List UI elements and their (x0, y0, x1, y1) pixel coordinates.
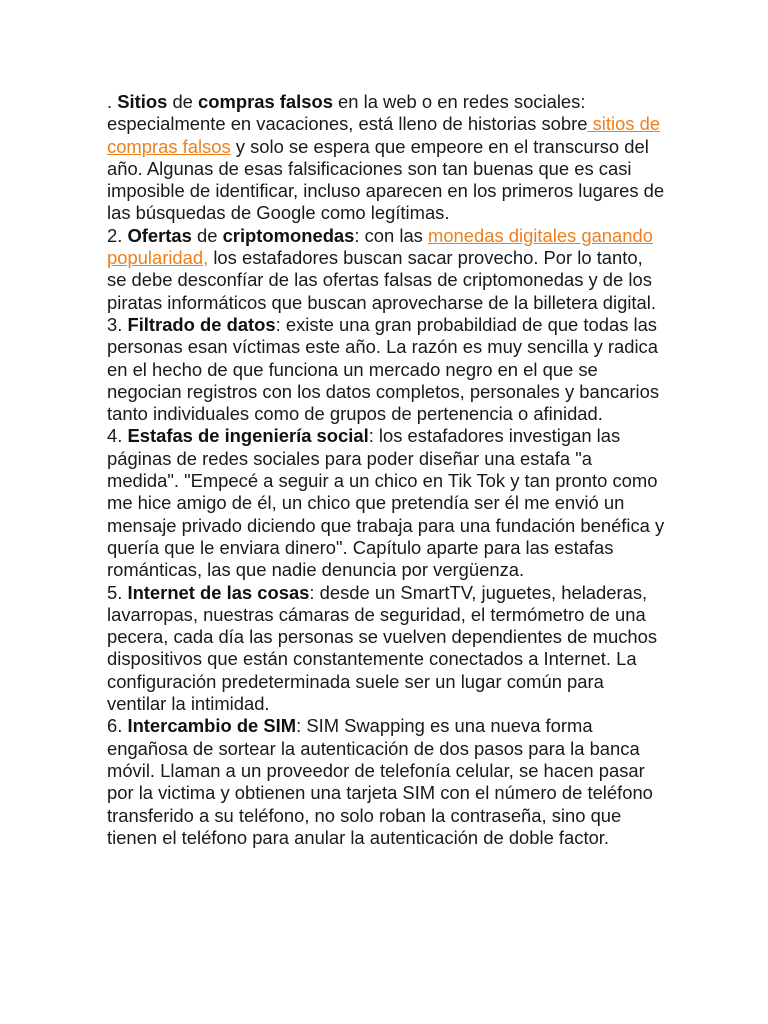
item-text: : existe una gran probabildiad de que todas las personas esan víctimas este año. La razón es muy sencilla y radica en el hecho de que funciona un mercado negro en el que se negocian registros con los datos completos, personales y bancarios tanto individuales como de grupos de pertenencia o afinidad. (107, 313, 660, 425)
item-term: Internet de las cosas (127, 581, 310, 603)
document-body (107, 91, 667, 849)
item-sitios-compras-falsos (107, 91, 667, 225)
item-term: Intercambio de SIM (127, 715, 297, 737)
item-text: : desde un SmartTV, juguetes, heladeras, lavarropas, nuestras cámaras de seguridad, el termómetro de una pecera, cada día las personas se vuelven dependientes de muchos dispositivos que están constantemente conectados a Internet. La configuración predeterminada suele ser un lugar común para ventilar la intimidad. (107, 581, 658, 715)
item-term: Sitios (117, 91, 168, 112)
item-connector: de (167, 91, 199, 112)
item-number: 4. (107, 425, 123, 447)
item-number: 6. (107, 715, 123, 737)
item-text: : los estafadores investigan las páginas de redes sociales para poder diseñar una estafa "a medida". "Empecé a seguir a un chico en Tik Tok y tan pronto como me hice amigo de él, un chico que pretendía ser él me envió un mensaje privado diciendo que trabaja para una fundación benéfica y quería que le enviara dinero". Capítulo aparte para las estafas románticas, las que nadie denuncia por vergüenza. (107, 425, 665, 581)
item-internet-cosas (107, 582, 667, 716)
item-filtrado-datos (107, 314, 667, 425)
item-number: 3. (107, 313, 123, 335)
item-ingenieria-social (107, 425, 667, 581)
item-ofertas-criptomonedas (107, 225, 667, 314)
link-sitios-compras-falsos[interactable]: sitios de compras falsos (107, 113, 661, 157)
item-text: : SIM Swapping es una nueva forma engañosa de sortear la autenticación de dos pasos para la banca móvil. Llaman a un proveedor de telefonía celular, se hacen pasar por la victima y obtienen una tarjeta SIM con el número de teléfono transferido a su teléfono, no solo roban la contraseña, sino que tienen el teléfono para anular la autenticación de doble factor. (107, 715, 653, 848)
item-intercambio-sim (107, 715, 667, 849)
link-monedas-digitales[interactable]: monedas digitales ganando popularidad, (107, 224, 653, 269)
item-connector: de (191, 224, 223, 246)
item-term: Ofertas (127, 224, 192, 246)
item-term: criptomonedas (222, 224, 355, 246)
item-text: : con las (354, 224, 428, 246)
item-text: los estafadores buscan sacar provecho. Por lo tanto, se debe desconfíar de las ofertas falsas de criptomonedas y de los piratas informáticos que buscan aprovecharse de la billetera digital. (107, 247, 656, 313)
item-text: y solo se espera que empeore en el transcurso del año. Algunas de esas falsificaciones son tan buenas que es casi imposible de identificar, incluso aparecen en los primeros lugares de las búsquedas de Google como legítimas. (107, 135, 665, 224)
item-number: . (107, 91, 113, 112)
item-term: Estafas de ingeniería social (127, 425, 369, 447)
item-number: 5. (107, 581, 123, 603)
item-term: compras falsos (198, 91, 333, 112)
item-term: Filtrado de datos (127, 313, 276, 335)
item-text: en la web o en redes sociales: especialmente en vacaciones, está lleno de historias sobre (107, 91, 588, 135)
item-number: 2. (107, 224, 123, 246)
